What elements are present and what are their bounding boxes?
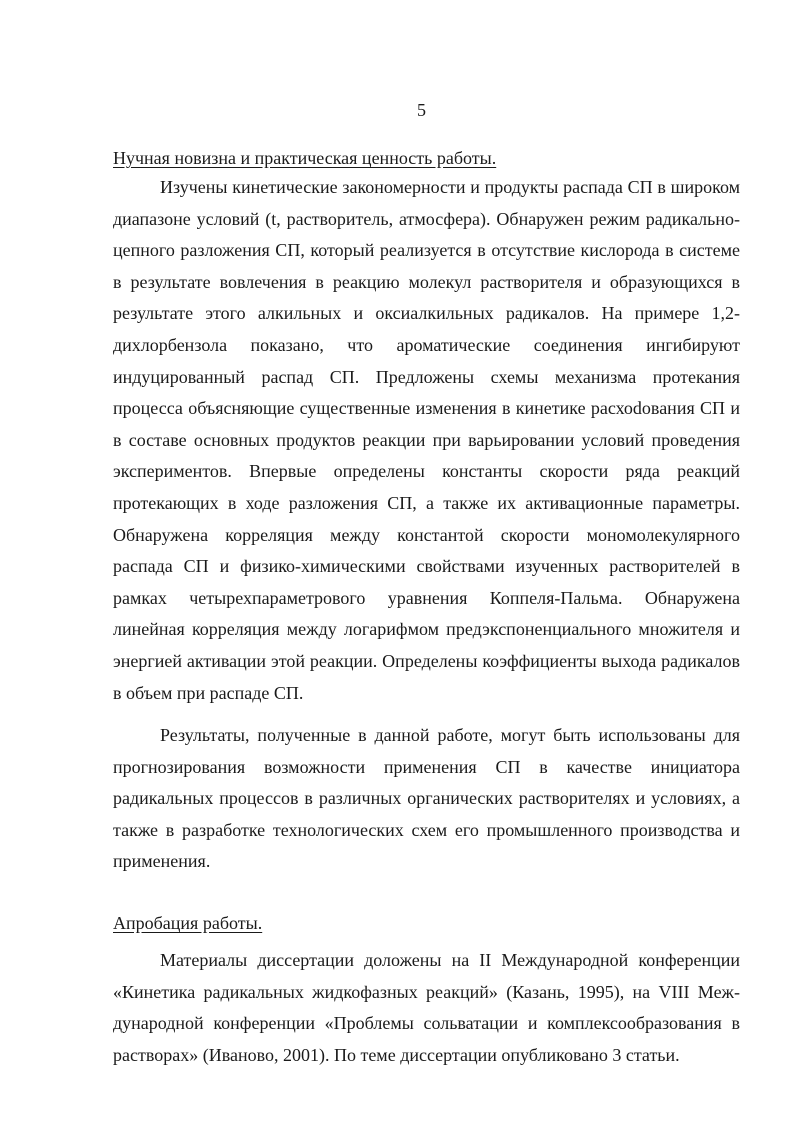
paragraph-novelty-findings: Изучены кинетические закономерности и продукты распада СП в широком диапазоне условий (t, растворитель, атмосфера). Обнаружен режим радикально-цепного разложения СП, который реализуется в отсутствие кислорода в системе в результате вовлечения в реакцию молекул растворителя и образующихся в результате этого алкильных и оксиалкильных радикалов. На примере 1,2-дихлорбензола показано, что ароматические соединения ингибируют индуцированный распад СП. Предложены схемы механизма протекания процесса объясняющие существенные изменения в кинетике расхоdования СП и в составе основных продуктов реакции при варьировании условий проведения экспериментов. Впервые определены константы скорости ряда реакций протекающих в ходе разложения СП, а также их активационные параметры. Обнаружена корреляция между константой скорости мономолекулярного распада СП и физико-химическими свойствами изученных растворителей в рамках четырехпараметрового уравнения Коппеля-Пальма. Обнаружена линейная корреляция между логарифмом предэкспоненциального множителя и энергией активации этой реакции. Определены коэффициенты выхода радикалов в объем при распаде СП. [113,177,740,703]
section-heading-novelty: Нучная новизна и практическая ценность работы. [113,148,497,168]
section-heading-approbation: Апробация работы. [113,913,263,933]
paragraph-approbation: Материалы диссертации доложены на II Международной конференции «Кинетика радикальных жидкофазных реакций» (Казань, 1995), на VIII Международной конференции «Проблемы сольватации и комплексообразования в растворах» (Иваново, 2001). По теме диссертации опубликовано 3 статьи. [113,950,740,1065]
page-number: 5 [417,100,426,120]
paragraph-novelty-applications: Результаты, полученные в данной работе, могут быть использованы для прогнозирования возможности применения СП в качестве инициатора радикальных процессов в различных органических растворителях и условиях, а также в разработке технологических схем его промышленного производства и применения. [113,725,740,872]
